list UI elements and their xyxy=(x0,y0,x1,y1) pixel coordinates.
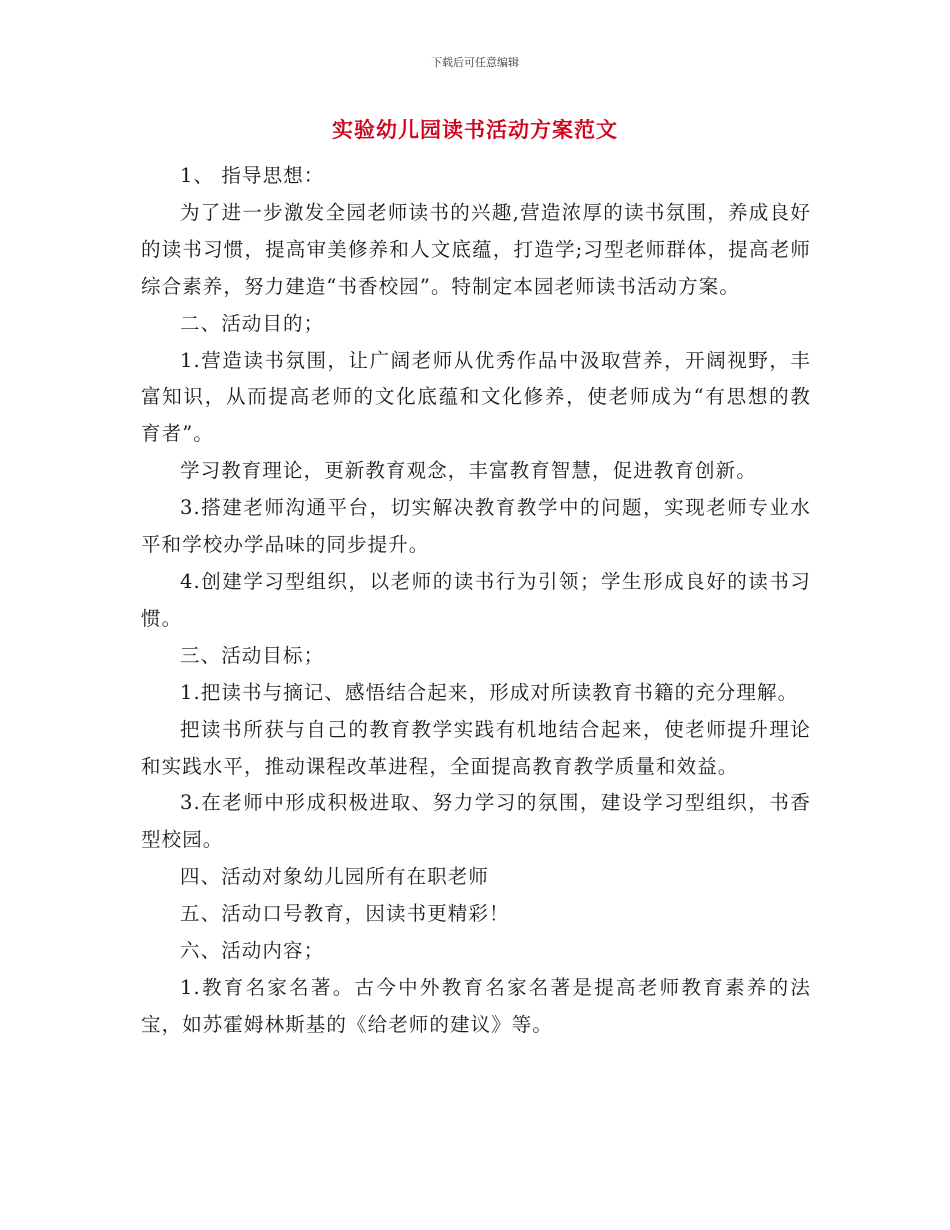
paragraph: 1.教育名家名著。古今中外教育名家名著是提高老师教育素养的法宝，如苏霍姆林斯基的《给老师的建议》等。 xyxy=(141,975,811,1036)
document-title: 实验幼儿园读书活动方案范文 xyxy=(332,118,618,142)
paragraph: 二、活动目的； xyxy=(180,311,325,335)
page-header-note: 下载后可任意编辑 xyxy=(431,56,519,69)
paragraph: 把读书所获与自己的教育教学实践有机地结合起来，使老师提升理论和实践水平，推动课程改革进程，全面提高教育教学质量和效益。 xyxy=(141,717,811,778)
paragraph: 1.把读书与摘记、感悟结合起来，形成对所读教育书籍的充分理解。 xyxy=(180,680,799,704)
paragraph: 四、活动对象幼儿园所有在职老师 xyxy=(180,865,490,889)
paragraph: 五、活动口号教育，因读书更精彩！ xyxy=(180,902,510,926)
paragraph: 学习教育理论，更新教育观念，丰富教育智慧，促进教育创新。 xyxy=(180,459,757,483)
paragraph: 4.创建学习型组织，以老师的读书行为引领；学生形成良好的读书习惯。 xyxy=(141,569,811,630)
paragraph: 3.搭建老师沟通平台，切实解决教育教学中的问题，实现老师专业水平和学校办学品味的同步提升。 xyxy=(141,496,811,557)
paragraph: 为了进一步激发全园老师读书的兴趣,营造浓厚的读书氛围，养成良好的读书习惯，提高审美修养和人文底蕴，打造学;习型老师群体，提高老师综合素养，努力建造“书香校园”。特制定本园老师读书活动方案。 xyxy=(141,200,811,298)
paragraph: 1.营造读书氛围，让广阔老师从优秀作品中汲取营养，开阔视野，丰富知识，从而提高老师的文化底蕴和文化修养，使老师成为“有思想的教育者”。 xyxy=(141,348,811,446)
paragraph: 六、活动内容； xyxy=(180,939,325,963)
paragraph: 三、活动目标； xyxy=(180,643,325,667)
paragraph: 3.在老师中形成积极进取、努力学习的氛围，建设学习型组织，书香型校园。 xyxy=(141,791,811,852)
document-body xyxy=(141,158,811,1044)
paragraph: 1、 指导思想： xyxy=(180,164,325,187)
